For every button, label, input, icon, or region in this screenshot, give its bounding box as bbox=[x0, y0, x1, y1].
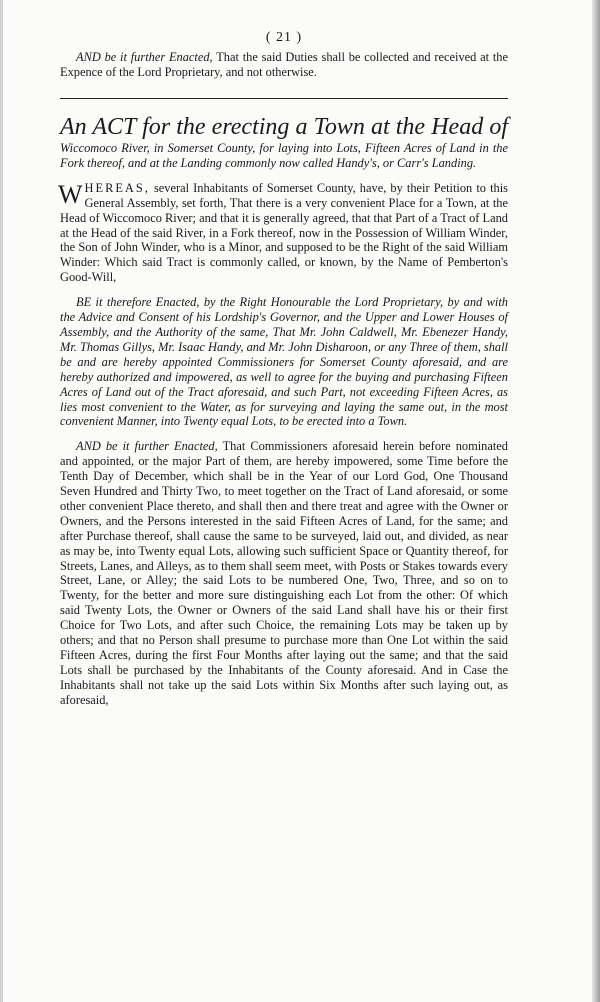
paragraph-gap bbox=[60, 285, 508, 295]
commissioners-lead: AND be it further Enacted, bbox=[76, 439, 218, 454]
intro-paragraph bbox=[60, 50, 508, 80]
commissioners-text: That Commissioners aforesaid herein before nominated and appointed, or the major Part of them, are hereby impowered, some Time before the Tenth Day of December, which shall be in the Year of our Lord God, One Thousand Seven Hundred and Thirty Two, to meet together on the Tract of Land aforesaid, or some other convenient Place thereto, and shall then and there treat and agree with the Owner or Owners, and the Persons interested in the said Fifteen Acres of Land, for the same; and after Purchase thereof, shall cause the same to be surveyed, laid out, and divided, as near as may be, into Twenty equal Lots, allowing such sufficient Space or Quantity thereof, for Streets, Lanes, and Alleys, as to them shall seem meet, with Posts or Stakes towards every Street, Lane, or Alley; the said Lots to be numbered One, Two, Three, and so on to Twenty, for the better and more sure distinguishing each Lot from the other: Of which said Twenty Lots, the Owner or Owners of the said Land shall have his or their first Choice for Two Lots, and after such Choice, the remaining Lots may be taken up by others; and that no Person shall presume to purchase more than One Lot within the said Fifteen Acres, during the first Four Months after laying out the same; and that the said Lots shall be purchased by the Inhabitants of the County aforesaid. And in Case the Inhabitants shall not take up the said Lots within Six Months after such laying out, as aforesaid, bbox=[60, 439, 508, 707]
page-number: ( 21 ) bbox=[265, 30, 303, 45]
drop-cap: W bbox=[58, 179, 83, 209]
enactment-text: BE it therefore Enacted, by the Right Honourable the Lord Proprietary, by and with the Advice and Consent of his Lordship's Governor, and the Upper and Lower Houses of Assembly, and the Authority of the same, That Mr. John Caldwell, Mr. Ebenezer Handy, Mr. Thomas Gillys, Mr. Isaac Handy, and Mr. John Disharoon, or any Three of them, shall be and are hereby appointed Commissioners for Somerset County aforesaid, and are hereby authorized and impowered, as well to agree for the buying and purchasing Fifteen Acres of Land out of the Tract aforesaid, and such Part, not exceeding Fifteen Acres, as lies most convenient to the Water, as for surveying and laying the same out, in the most convenient Manner, into Twenty equal Lots, to be erected into a Town. bbox=[60, 295, 508, 429]
commissioners-paragraph bbox=[60, 439, 508, 707]
page-content bbox=[60, 30, 508, 708]
section-divider bbox=[60, 98, 508, 99]
intro-text: That the said Duties shall be collected and received at the Expence of the Lord Proprietary, and not otherwise. bbox=[60, 50, 508, 79]
whereas-lead: HEREAS, bbox=[84, 180, 150, 195]
act-title bbox=[60, 113, 508, 171]
act-title-main: An ACT for the erecting a Town at the Head of bbox=[60, 113, 508, 140]
intro-lead: AND be it further Enacted, bbox=[76, 50, 213, 64]
page-left-edge bbox=[0, 0, 3, 1002]
act-title-rest: Wiccomoco River, in Somerset County, for laying into Lots, Fifteen Acres of Land in the Fork thereof, and at the Landing commonly now called Handy's, or Carr's Landing. bbox=[60, 140, 508, 170]
page-right-edge bbox=[592, 0, 600, 1002]
whereas-text: several Inhabitants of Somerset County, have, by their Petition to this General Assembly, set forth, That there is a very convenient Place for a Town, at the Head of Wiccomoco River; and that it is generally agreed, that that Part of a Tract of Land at the Head of the said River, in a Fork thereof, now in the Possession of William Winder, the Son of John Winder, who is a Minor, and supposed to be the Right of the said William Winder: Which said Tract is commonly called, or known, by the Name of Pemberton's Good-Will, bbox=[60, 180, 508, 285]
whereas-paragraph bbox=[60, 181, 508, 285]
enactment-paragraph bbox=[60, 295, 508, 429]
paragraph-gap bbox=[60, 429, 508, 439]
